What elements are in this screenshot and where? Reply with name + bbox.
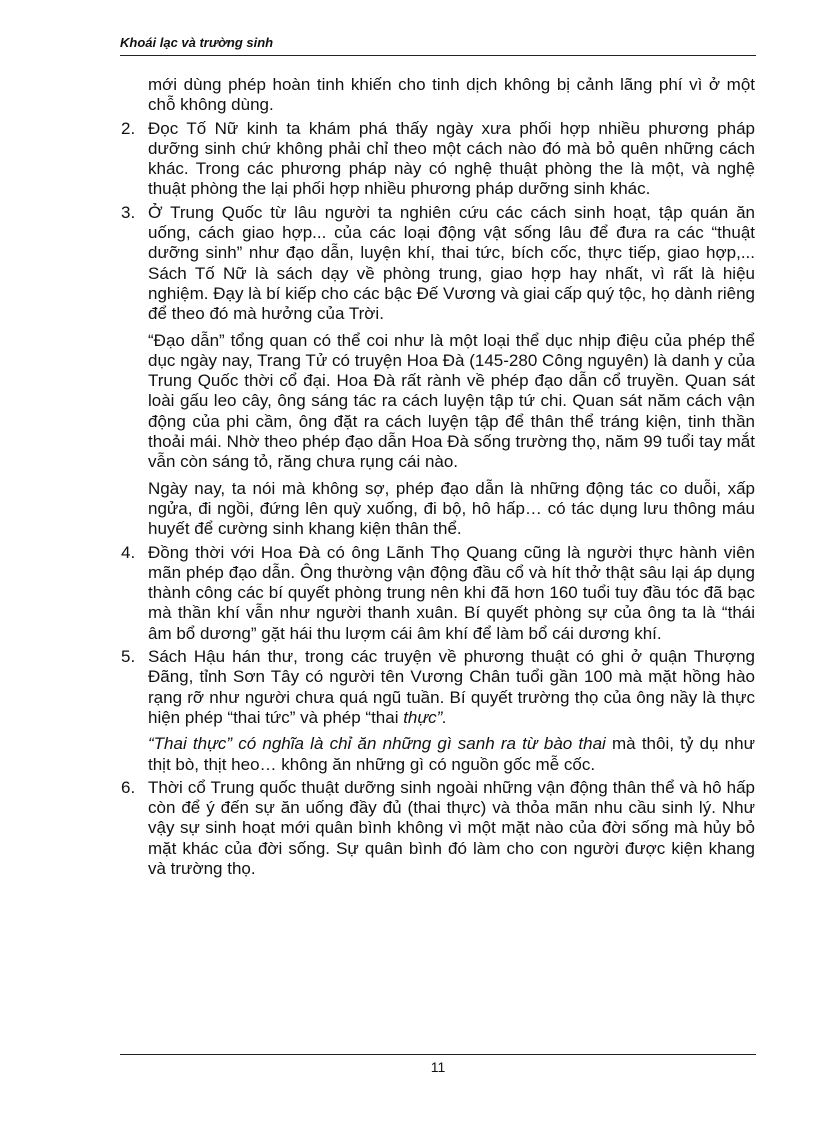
page-footer [120, 1054, 756, 1077]
continuation-paragraph: mới dùng phép hoàn tinh khiến cho tinh dịch không bị cảnh lãng phí vì ở một chỗ không dùng. [148, 75, 755, 115]
sub-paragraph: “Đạo dẫn” tổng quan có thể coi như là một loại thể dục nhịp điệu của phép thể dục ngày nay, Trang Tử có truyện Hoa Đà (145-280 Công nguyên) là danh y của Trung Quốc thời cổ đại. Hoa Đà rất rành về phép đạo dẫn cổ truyền. Quan sát loài gấu leo cây, ông sáng tác ra cách luyện tập tứ chi. Quan sát năm cách vận động của phi cầm, ông đặt ra cách luyện tập để thân thể tráng kiện, tinh thần thoải mái. Nhờ theo phép đạo dẫn Hoa Đà sống trường thọ, năm 99 tuổi tay mắt vẫn còn sáng tỏ, răng chưa rụng cái nào. [148, 330, 755, 472]
sub-paragraph: Ngày nay, ta nói mà không sợ, phép đạo dẫn là những động tác co duỗi, xấp ngửa, đi ngồi, đứng lên quỳ xuống, đi bộ, hô hấp… có tác dụng lưu thông máu huyết để cường sinh khang kiện thân thể. [148, 478, 755, 539]
item-number: 3. [121, 202, 136, 222]
item-text: Ở Trung Quốc từ lâu người ta nghiên cứu các cách sinh hoạt, tập quán ăn uống, cách giao hợp... của các loại động vật sống lâu để đưa ra các “thuật dưỡng sinh” như đạo dẫn, luyện khí, thai tức, bích cốc, thực tiếp, giao hợp,... Sách Tố Nữ là sách dạy về phòng trung, giao hợp hay nhất, vì rất là hiệu nghiệm. Đạy là bí kiếp cho các bậc Đế Vương và giai cấp quý tộc, họ dành riêng để theo đó mà hưởng của Trời. [148, 202, 755, 324]
item-text-italic-tail: thực”. [403, 707, 448, 727]
page-header [120, 34, 756, 56]
item-number: 4. [121, 542, 136, 562]
item-number: 5. [121, 647, 136, 667]
running-title: Khoái lạc và trường sinh [120, 35, 274, 50]
item-text-wrapper [148, 647, 755, 728]
note-rest: mà thôi, tỷ dụ như thịt bò, thịt heo… không ăn những gì có nguồn gốc mễ cốc. [148, 734, 755, 774]
list-item [121, 119, 755, 200]
item-text: Sách Hậu hán thư, trong các truyện về phương thuật có ghi ở quận Thượng Đãng, tỉnh Sơn Tây có người tên Vương Chân tuổi gần 100 mà mặt hồng hào rạng rỡ như người chưa quá ngũ tuần. Bí quyết trường thọ của ông nầy là thực hiện phép “thai tức” và phép “thai [148, 647, 755, 727]
item-text: Thời cổ Trung quốc thuật dưỡng sinh ngoài những vận động thân thể và hô hấp còn để ý đến sự ăn uống đầy đủ (thai thực) và thỏa mãn nhu cầu sinh lý. Như vậy sự sinh hoạt mới quân bình không vì một mặt nào của đời sống mà hủy bỏ mặt khác của đời sống. Sự quân bình đó làm cho con người được kiện khang và trường thọ. [148, 777, 755, 878]
list-item [121, 778, 755, 879]
item-text: Đồng thời với Hoa Đà có ông Lãnh Thọ Quang cũng là người thực hành viên mãn phép đạo dẫn. Ông thường vận động đầu cổ và hít thở thật sâu lại áp dụng thành công các bí quyết phòng trung nên khi đã hơn 160 tuổi tuy đầu tóc đã bạc mà thần khí vẫn như người thanh xuân. Bí quyết phòng sự của ông ta là “thái âm bổ dương” gặt hái thu lượm cái âm khí để làm bổ cái dương khí. [148, 542, 755, 643]
list-item [121, 647, 755, 728]
item-text: Đọc Tố Nữ kinh ta khám phá thấy ngày xưa phối hợp nhiều phương pháp dưỡng sinh chứ không phải chỉ theo một cách nào đó mà bỏ quên những cách khác. Trong các phương pháp này có nghệ thuật phòng the là một, và nghệ thuật phòng the lại phối hợp nhiều phương pháp dưỡng sinh khác. [148, 118, 755, 199]
item-number: 6. [121, 777, 136, 797]
page-body [121, 75, 755, 882]
note-italic-lead: “Thai thực” có nghĩa là chỉ ăn những gì sanh ra từ bào thai [148, 734, 606, 754]
item-number: 2. [121, 118, 136, 138]
page-number: 11 [430, 1059, 446, 1075]
note-paragraph [148, 734, 755, 775]
list-item [121, 203, 755, 325]
list-item [121, 543, 755, 644]
